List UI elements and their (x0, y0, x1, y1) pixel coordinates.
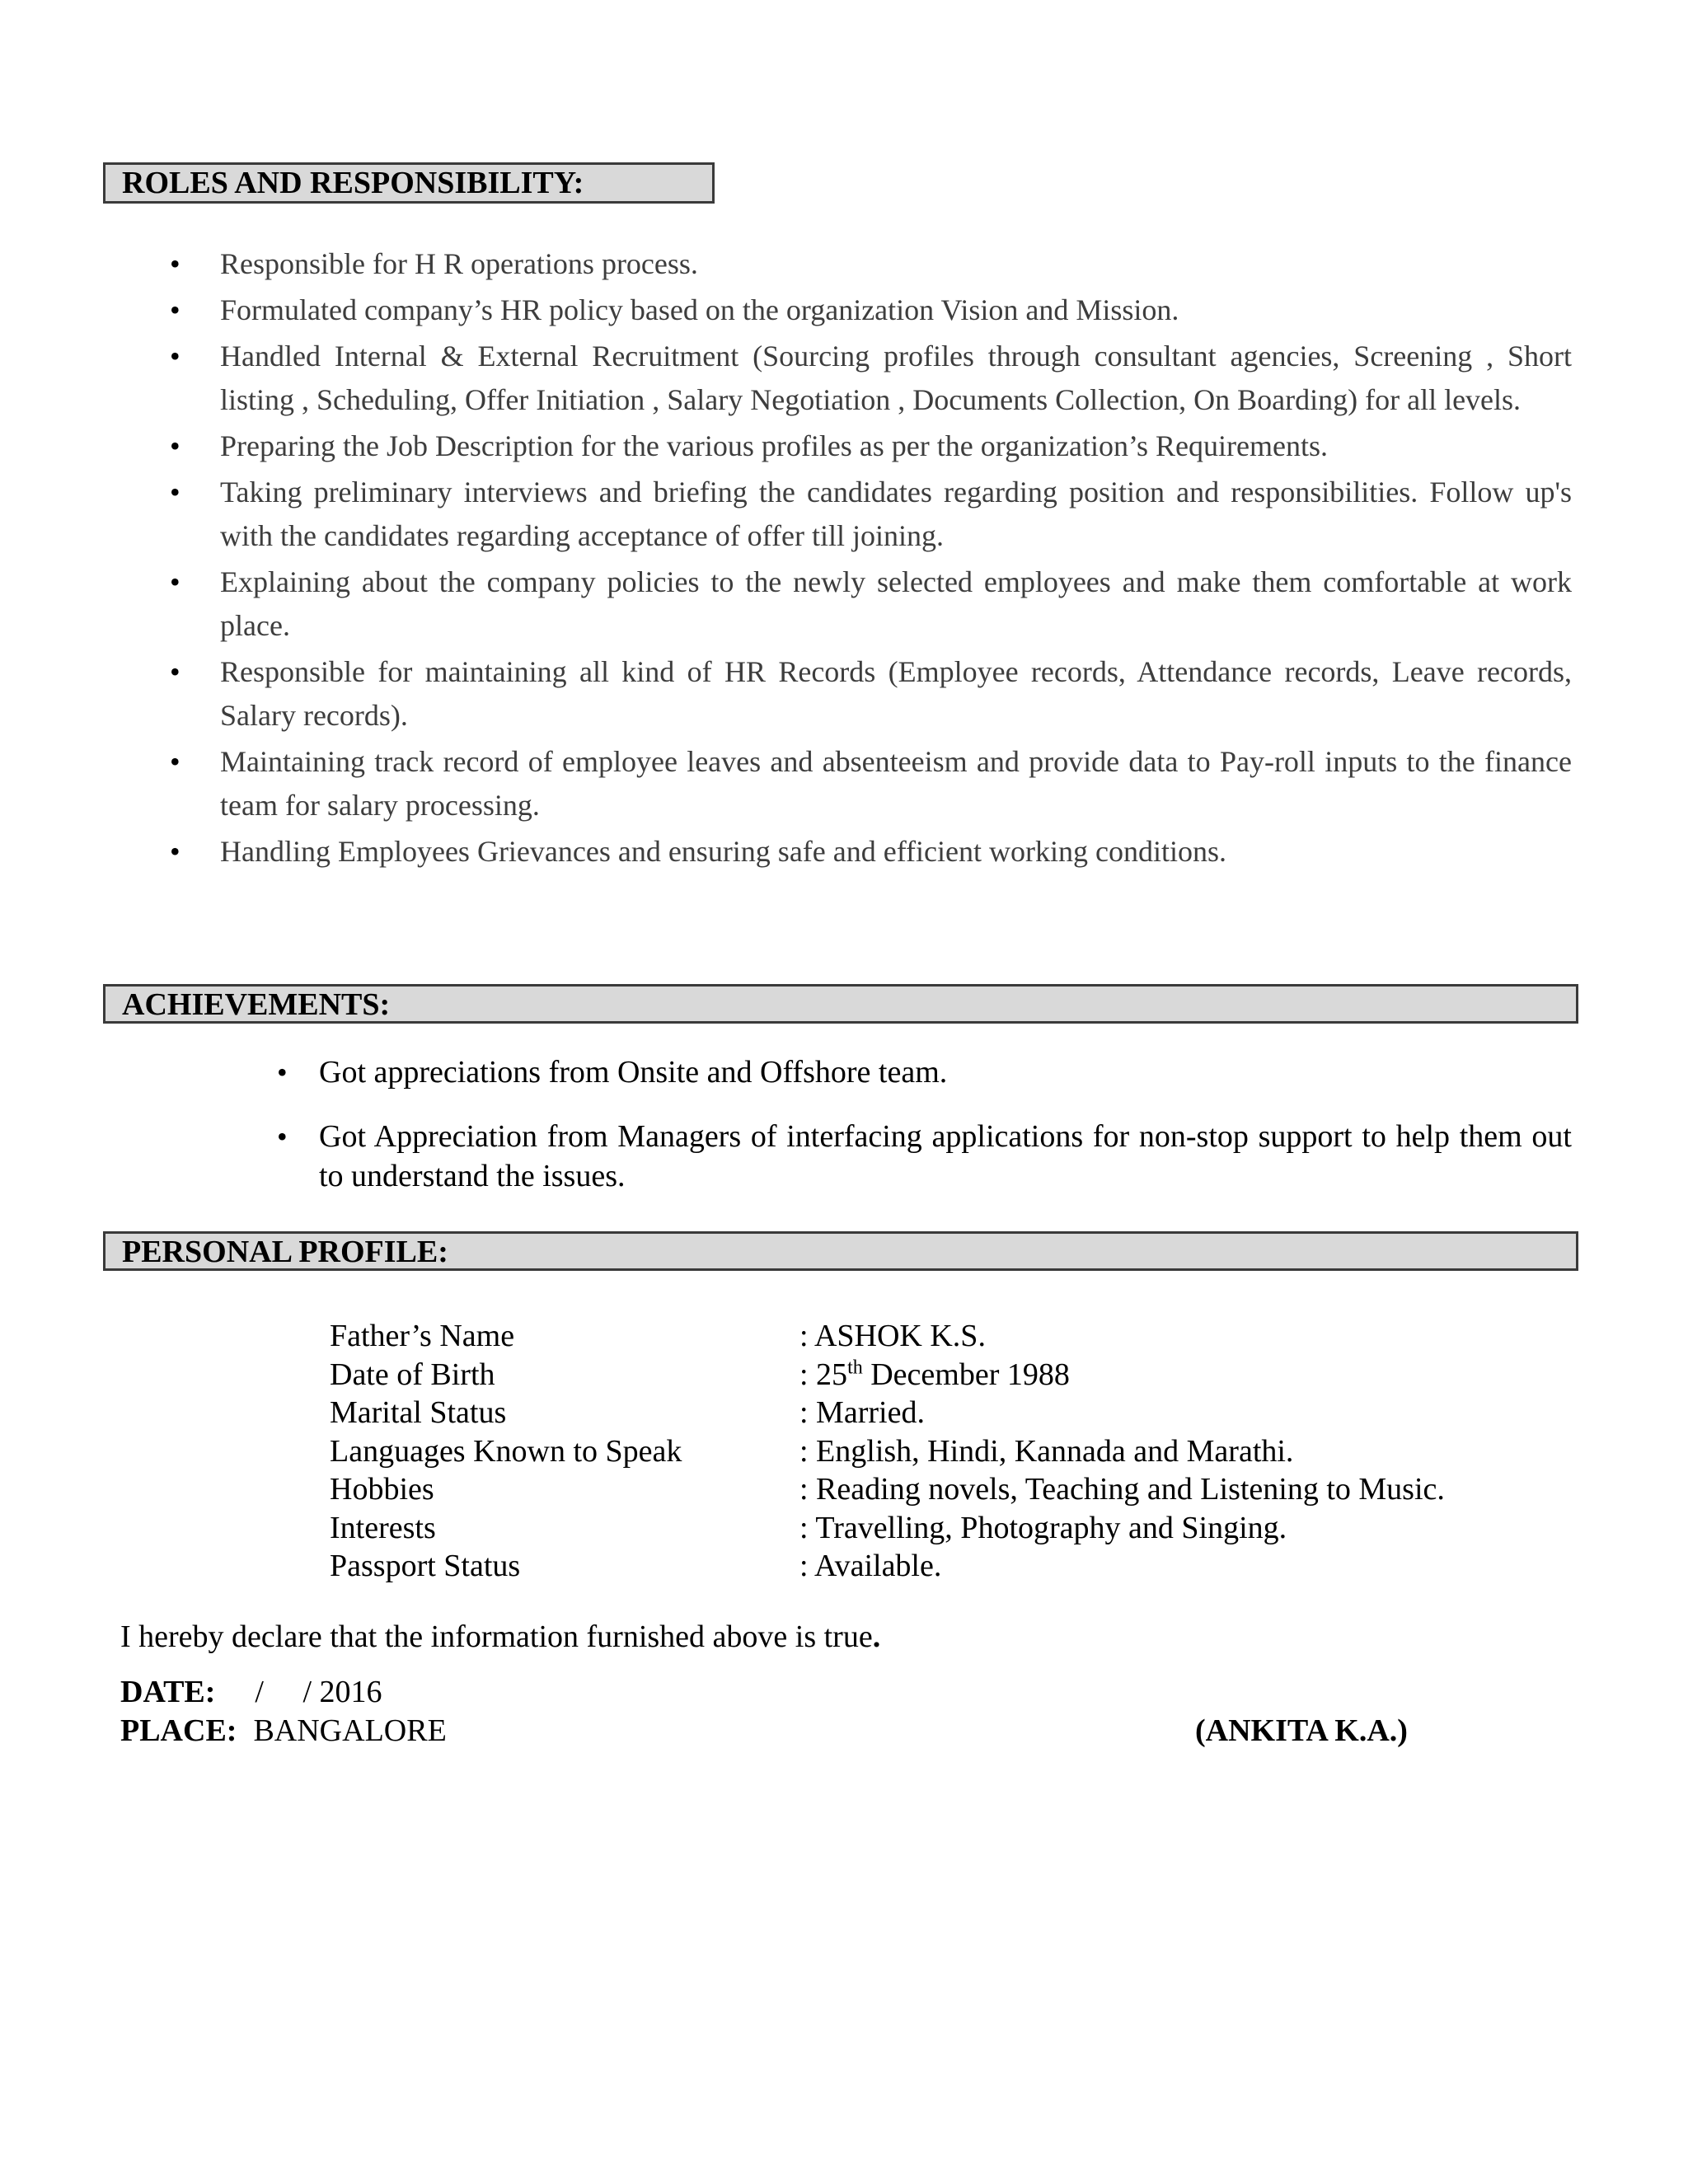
roles-section-header: ROLES AND RESPONSIBILITY: (103, 162, 715, 204)
profile-value: : Reading novels, Teaching and Listening to Music. (799, 1472, 1445, 1507)
profile-value: : ASHOK K.S. (799, 1319, 986, 1353)
date-label: DATE: (120, 1675, 216, 1709)
declaration-text: I hereby declare that the information furnished above is true. (120, 1619, 881, 1654)
achievements-section-header: ACHIEVEMENTS: (103, 984, 1578, 1024)
list-item: • Preparing the Job Description for the various profiles as per the organization’s Requirements. (220, 424, 1572, 468)
profile-section-header: PERSONAL PROFILE: (103, 1231, 1578, 1271)
list-item: • Responsible for H R operations process. (220, 242, 1572, 286)
bullet-icon: • (170, 340, 181, 373)
place-line (120, 1712, 447, 1750)
list-item: • Explaining about the company policies to the newly selected employees and make them comfortable at work place. (220, 560, 1572, 648)
profile-value: : 25th December 1988 (799, 1356, 1070, 1392)
profile-key: Languages Known to Speak (330, 1433, 682, 1469)
list-item: • Responsible for maintaining all kind of HR Records (Employee records, Attendance records, Leave records, Salary records). (220, 650, 1572, 738)
bullet-icon: • (170, 429, 181, 462)
achievements-list (277, 1052, 1572, 1196)
bullet-icon: • (170, 745, 181, 778)
list-item: • Maintaining track record of employee leaves and absenteeism and provide data to Pay-roll inputs to the finance team for salary processing. (220, 740, 1572, 827)
bullet-icon: • (170, 655, 181, 688)
list-item: • Handled Internal & External Recruitment (Sourcing profiles through consultant agencies, Screening , Short listing , Scheduling, Offer Initiation , Salary Negotiation , Documents Collection, On Boarding) for all levels. (220, 335, 1572, 422)
profile-row (330, 1432, 1566, 1471)
personal-profile-table (330, 1317, 1566, 1586)
profile-key: Hobbies (330, 1472, 434, 1507)
date-value: / / 2016 (255, 1675, 382, 1709)
profile-value: : English, Hindi, Kannada and Marathi. (799, 1433, 1294, 1469)
bullet-icon: • (170, 247, 181, 280)
list-item: • Got Appreciation from Managers of interfacing applications for non-stop support to help them out to understand the issues. (319, 1117, 1572, 1196)
date-line (120, 1673, 382, 1711)
profile-key: Date of Birth (330, 1357, 495, 1392)
profile-row (330, 1394, 1566, 1432)
list-item: • Formulated company’s HR policy based on the organization Vision and Mission. (220, 288, 1572, 332)
profile-row (330, 1356, 1566, 1394)
bullet-icon: • (277, 1120, 288, 1153)
bullet-icon: • (170, 476, 181, 509)
list-item: • Handling Employees Grievances and ensuring safe and efficient working conditions. (220, 830, 1572, 874)
profile-key: Marital Status (330, 1395, 507, 1430)
signature-name: (ANKITA K.A.) (1195, 1713, 1408, 1748)
bullet-icon: • (170, 293, 181, 326)
profile-row (330, 1470, 1566, 1509)
place-label: PLACE: (120, 1713, 237, 1748)
profile-row (330, 1509, 1566, 1548)
profile-key: Father’s Name (330, 1319, 515, 1353)
bullet-icon: • (170, 835, 181, 868)
profile-key: Passport Status (330, 1549, 521, 1583)
list-item: • Taking preliminary interviews and briefing the candidates regarding position and responsibilities. Follow up's with the candidates regarding acceptance of offer till joining. (220, 471, 1572, 558)
profile-row (330, 1547, 1566, 1586)
bullet-icon: • (170, 565, 181, 598)
profile-value: : Available. (799, 1549, 942, 1583)
bullet-icon: • (277, 1056, 288, 1089)
profile-value: : Married. (799, 1395, 925, 1430)
profile-row (330, 1317, 1566, 1356)
roles-list (170, 242, 1572, 874)
list-item: • Got appreciations from Onsite and Offshore team. (319, 1052, 1572, 1092)
profile-key: Interests (330, 1510, 436, 1545)
profile-value: : Travelling, Photography and Singing. (799, 1510, 1287, 1545)
place-value: BANGALORE (253, 1713, 447, 1748)
